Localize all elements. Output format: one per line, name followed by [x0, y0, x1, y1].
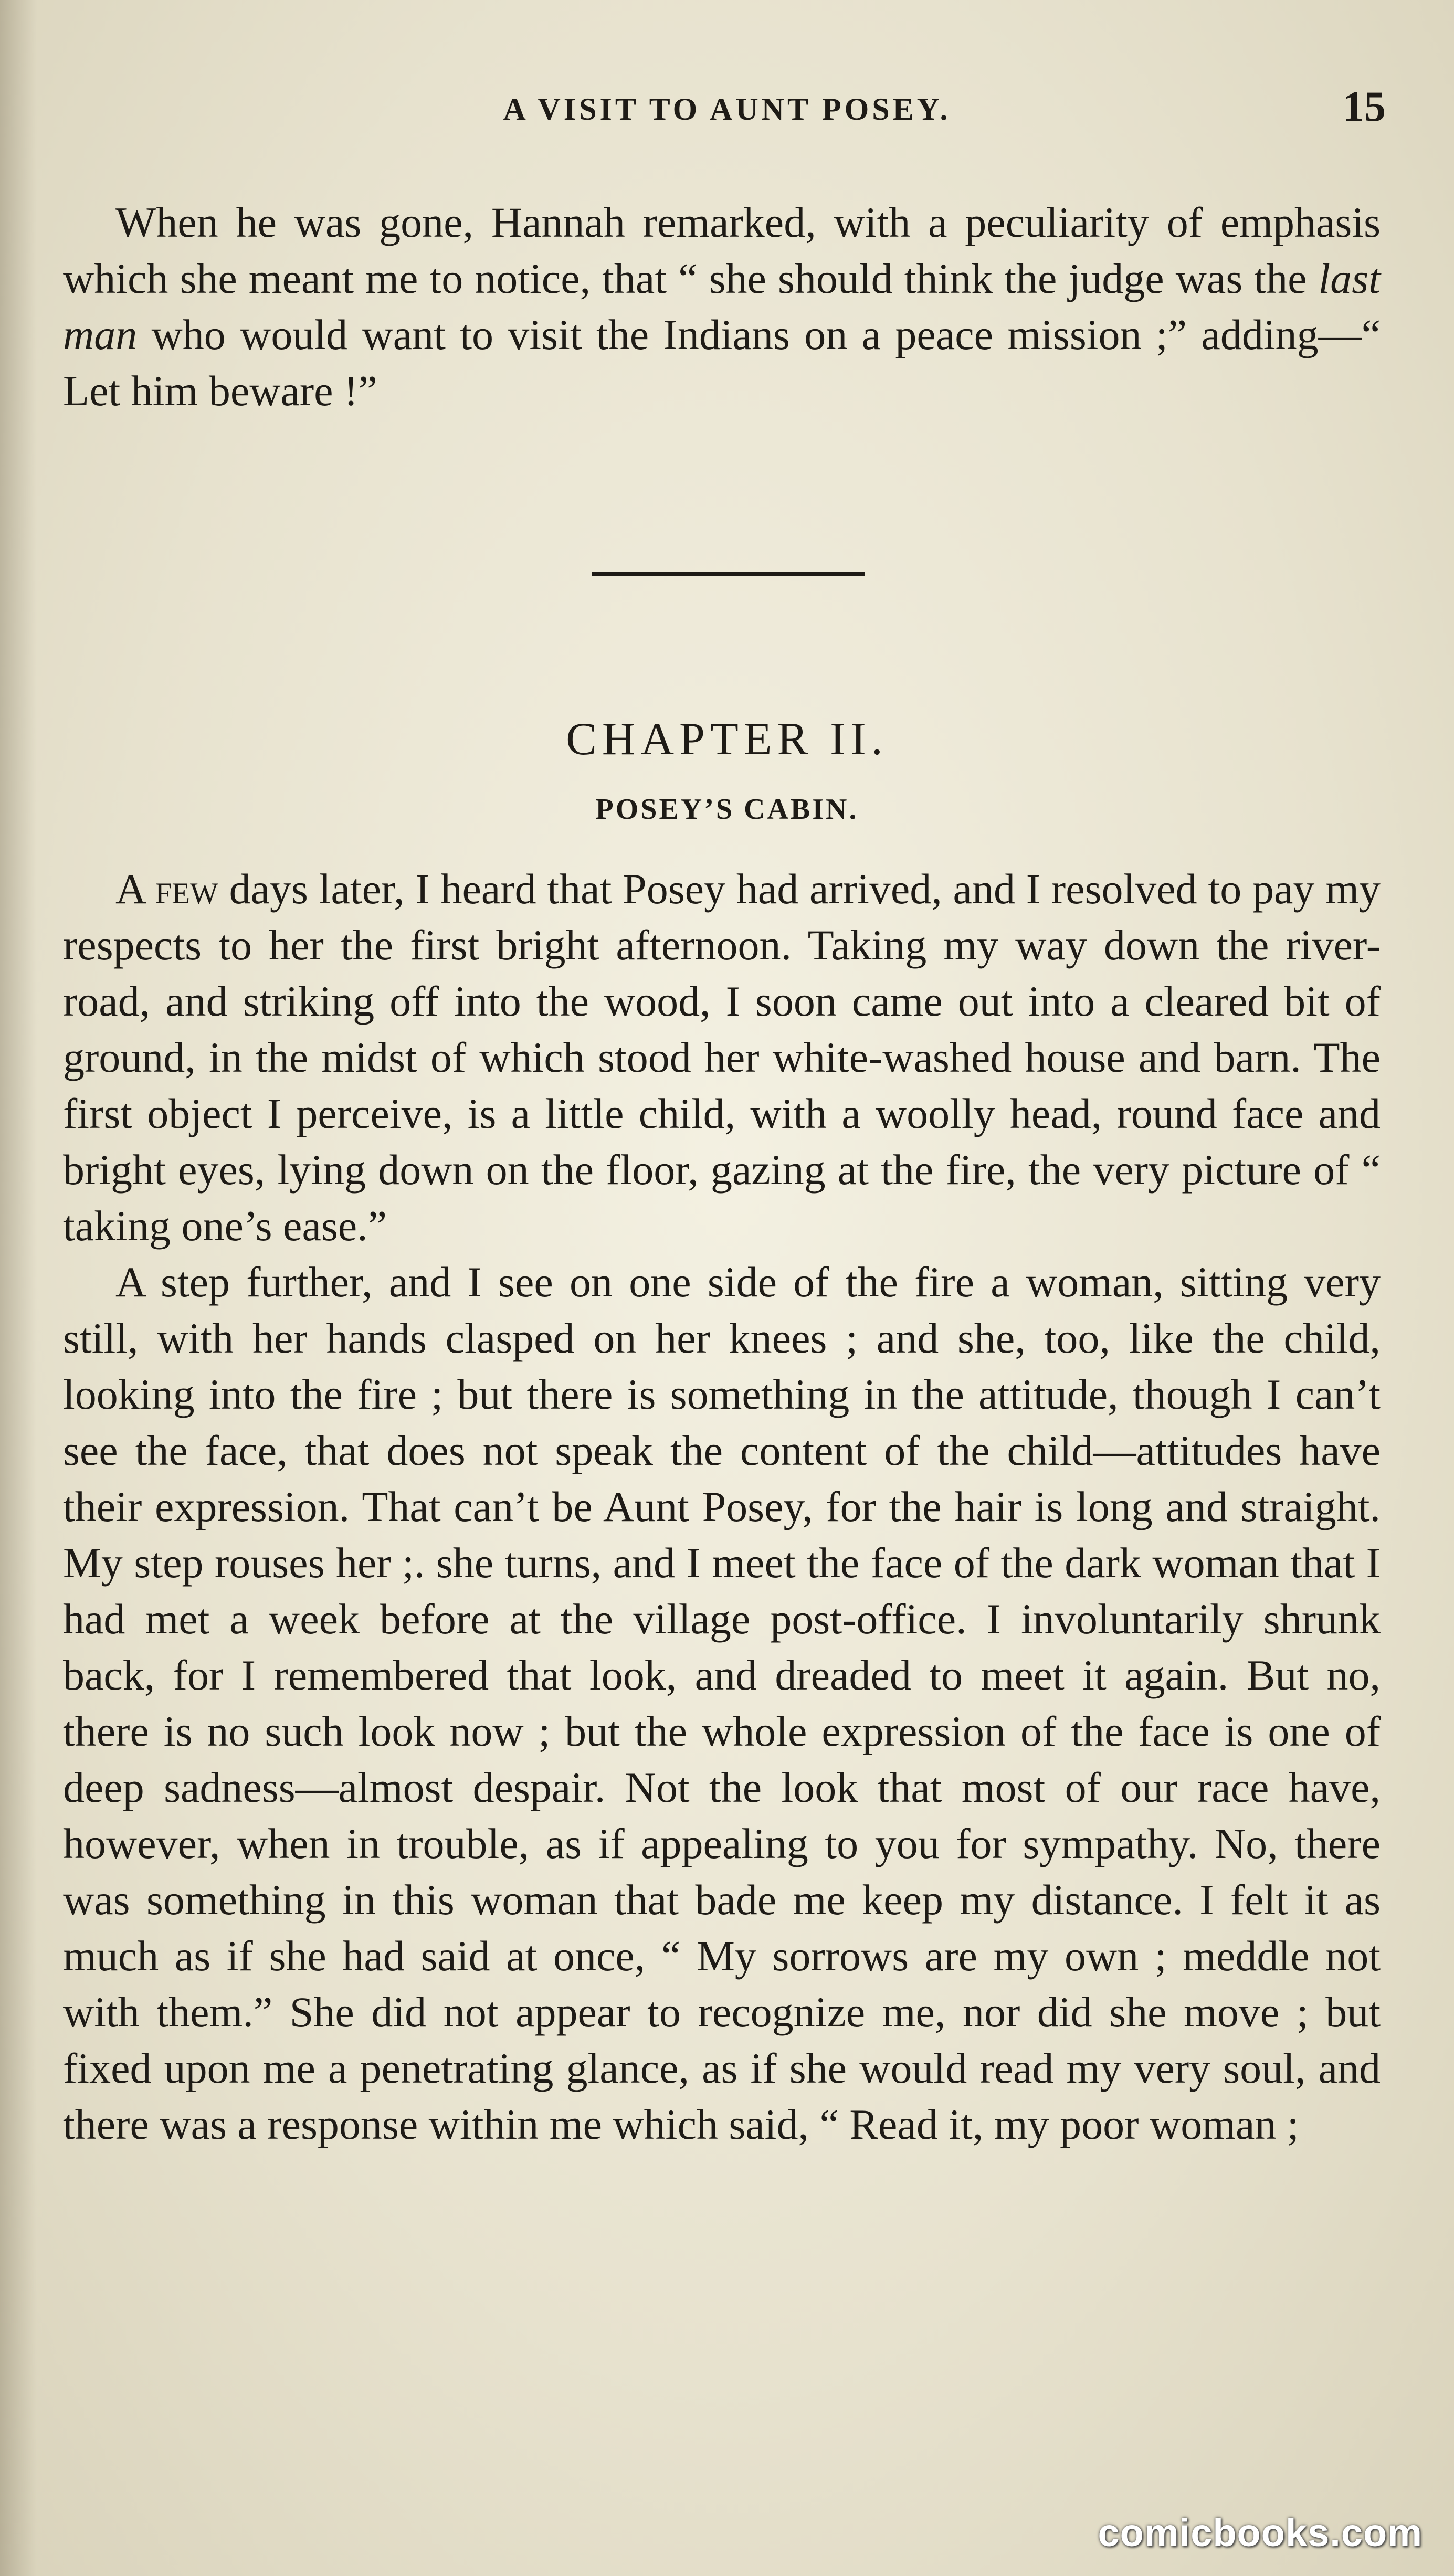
section-divider	[592, 572, 865, 576]
opening-emphasis: last man	[63, 255, 1381, 358]
running-head: A VISIT TO AUNT POSEY.	[503, 92, 951, 126]
paragraph-2	[63, 1254, 1381, 2152]
opening-text-part2: who would want to visit the Indians on a peace mission ;” adding—“ Let him beware !”	[63, 311, 1381, 415]
chapter-body	[63, 861, 1381, 2152]
paragraph-text: days later, I heard that Posey had arrived, and I resolved to pay my respects to her the first bright afternoon. Taking my way down the river-road, and striking off into the wood, I soon came out into a cleared bit of ground, in the midst of which stood her white-washed house and barn. The first object I perceive, is a little child, with a woolly head, round face and bright eyes, lying down on the floor, gazing at the fire, the very picture of “ taking one’s ease.”	[63, 865, 1381, 1250]
chapter-subtitle: POSEY’S CABIN.	[595, 793, 859, 826]
chapter-title: CHAPTER II.	[566, 714, 888, 765]
watermark-logo: comicbooks.com	[1098, 2511, 1423, 2554]
opening-text-part1: When he was gone, Hannah remarked, with a peculiarity of emphasis which she meant me to notice, that “ she should think the judge was the	[63, 198, 1381, 302]
page-header	[0, 79, 1454, 142]
page-number: 15	[1343, 82, 1386, 130]
paragraph-text: A step further, and I see on one side of the fire a woman, sitting very still, with her hands clasped on her knees ; and she, too, like the child, looking into the fire ; but there is something in the attitude, though I can’t see the face, that does not speak the content of the child—attitudes have their expression. That can’t be Aunt Posey, for the hair is long and straight. My step rouses her ;. she turns, and I meet the face of the dark woman that I had met a week before at the village post-office. I involuntarily shrunk back, for I remembered that look, and dreaded to meet it again. But no, there is no such look now ; but the whole expression of the face is one of deep sadness—almost despair. Not the look that most of our race have, however, when in trouble, as if appealing to you for sympathy. No, there was something in this woman that bade me keep my distance. I felt it as much as if she had said at once, “ My sorrows are my own ; meddle not with them.” She did not appear to recognize me, nor did she move ; but fixed upon me a penetrating glance, as if she would read my very soul, and there was a response within me which said, “ Read it, my poor woman ;	[63, 1258, 1381, 2148]
paragraph-1	[63, 861, 1381, 1254]
paragraph-lead: A few	[115, 865, 218, 913]
opening-paragraph	[63, 194, 1381, 419]
page-gutter-shadow	[0, 0, 37, 2576]
